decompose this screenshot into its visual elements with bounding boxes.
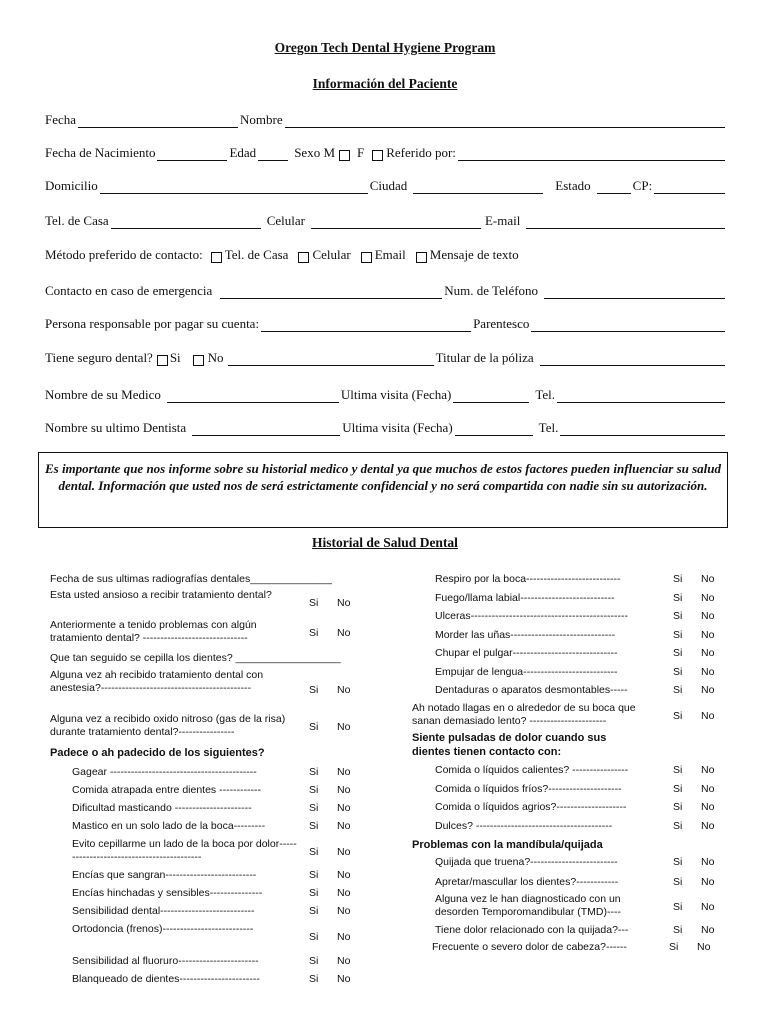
- domicilio-field[interactable]: [100, 181, 368, 194]
- right-a-item-2-si[interactable]: Si: [673, 610, 683, 622]
- label-medico: Nombre de su Medico: [45, 387, 161, 402]
- llagas-no[interactable]: No: [701, 710, 715, 722]
- nacimiento-field[interactable]: [157, 148, 227, 161]
- left-item-8-question: Ortodoncia (frenos)--------------------------: [72, 923, 254, 935]
- label-cp: CP:: [632, 178, 653, 193]
- label-opt-tel: Tel. de Casa: [224, 247, 289, 262]
- right-b-item-0-question: Comida o líquidos calientes? ----------------: [435, 764, 629, 776]
- label-emergencia: Contacto en caso de emergencia: [45, 283, 213, 298]
- right-a-item-3-si[interactable]: Si: [673, 628, 683, 641]
- ciudad-field[interactable]: [413, 181, 543, 194]
- label-ciudad: Ciudad: [369, 178, 408, 193]
- q-cepilla: Que tan seguido se cepilla los dientes? __________________: [50, 652, 341, 664]
- right-a-item-5-no[interactable]: No: [701, 665, 715, 678]
- right-a-item-0-si[interactable]: Si: [673, 573, 683, 585]
- label-seguro-no: No: [207, 350, 224, 365]
- label-estado: Estado: [555, 178, 591, 193]
- referido-field[interactable]: [458, 148, 725, 161]
- right-a-item-1-question: Fuego/llama labial---------------------------: [435, 591, 615, 604]
- history-title: Historial de Salud Dental: [312, 535, 458, 550]
- form-title: Información del Paciente: [312, 76, 458, 91]
- opt-cel-checkbox[interactable]: [298, 252, 309, 263]
- right-c-item-4-no[interactable]: No: [697, 941, 711, 953]
- quijada-heading: Problemas con la mandíbula/quijada: [412, 839, 603, 851]
- medico-field[interactable]: [167, 390, 339, 403]
- row-seguro: [45, 348, 727, 366]
- ansioso-no[interactable]: No: [337, 597, 351, 609]
- problemas-si[interactable]: Si: [309, 627, 319, 639]
- right-a-item-6-no[interactable]: No: [701, 684, 715, 696]
- celular-field[interactable]: [311, 216, 481, 229]
- right-c-item-3-no[interactable]: No: [701, 924, 715, 936]
- right-b-item-0-si[interactable]: Si: [673, 764, 683, 776]
- dentista-visita-field[interactable]: [455, 423, 533, 436]
- right-a-item-2-no[interactable]: No: [701, 610, 715, 622]
- llagas-si[interactable]: Si: [673, 710, 683, 722]
- q-oxido: Alguna vez a recibido oxido nitroso (gas de la risa) durante tratamiento dental?----------------: [50, 713, 286, 738]
- right-b-item-3-question: Dulces? ---------------------------------------: [435, 819, 613, 832]
- right-b-item-2-si[interactable]: Si: [673, 801, 683, 813]
- q-radiografias: Fecha de sus ultimas radiografías dentales______________: [50, 573, 332, 585]
- left-item-1-no[interactable]: No: [337, 784, 351, 796]
- right-a-item-6-question: Dentaduras o aparatos desmontables-----: [435, 684, 628, 696]
- right-c-item-4-si[interactable]: Si: [669, 941, 679, 953]
- q-llagas: Ah notado llagas en o alrededor de su boca que sanan demasiado lento? ----------------------: [412, 702, 636, 727]
- right-b-item-3-si[interactable]: Si: [673, 819, 683, 832]
- titular-field[interactable]: [540, 353, 725, 366]
- left-item-9-no[interactable]: No: [337, 955, 351, 967]
- opt-tel-checkbox[interactable]: [211, 252, 222, 263]
- right-c-item-0-question: Quijada que truena?-------------------------: [435, 856, 618, 868]
- right-a-item-0-no[interactable]: No: [701, 573, 715, 585]
- medico-tel-field[interactable]: [557, 390, 725, 403]
- right-c-item-0-si[interactable]: Si: [673, 856, 683, 868]
- num-telefono-field[interactable]: [544, 286, 725, 299]
- label-metodo: Método preferido de contacto:: [45, 247, 203, 262]
- right-c-item-3-question: Tiene dolor relacionado con la quijada?---: [435, 924, 629, 936]
- pulsadas-heading: Siente pulsadas de dolor cuando sus dientes tienen contacto con:: [412, 732, 607, 758]
- right-a-item-2-question: Ulceras---------------------------------------------: [435, 610, 628, 622]
- label-referido: Referido por:: [386, 145, 456, 160]
- right-c-item-1-si[interactable]: Si: [673, 876, 683, 888]
- left-item-7-si[interactable]: Si: [309, 905, 319, 917]
- row-medico: [45, 385, 727, 403]
- opt-texto-checkbox[interactable]: [416, 252, 427, 263]
- left-item-2-no[interactable]: No: [337, 802, 351, 814]
- right-c-item-0-no[interactable]: No: [701, 856, 715, 868]
- label-fecha: Fecha: [45, 112, 77, 127]
- label-num-telefono: Num. de Teléfono: [444, 283, 539, 298]
- anestesia-si[interactable]: Si: [309, 684, 319, 696]
- label-f: F: [357, 145, 365, 160]
- email-field[interactable]: [526, 216, 725, 229]
- label-celular: Celular: [266, 213, 305, 228]
- seguro-si-checkbox[interactable]: [157, 355, 168, 366]
- left-item-0-question: Gagear ------------------------------------------: [72, 766, 257, 778]
- responsable-field[interactable]: [261, 319, 471, 332]
- row-fecha-nombre: [45, 110, 727, 128]
- seguro-no-checkbox[interactable]: [193, 355, 204, 366]
- right-a-item-5-question: Empujar de lengua---------------------------: [435, 665, 618, 678]
- left-item-6-no[interactable]: No: [337, 887, 351, 899]
- right-c-item-2-no[interactable]: No: [701, 901, 715, 913]
- left-item-1-si[interactable]: Si: [309, 784, 319, 796]
- row-emergencia: [45, 281, 727, 299]
- left-item-5-no[interactable]: No: [337, 869, 351, 881]
- label-seguro-si: Si: [169, 350, 181, 365]
- right-a-item-4-question: Chupar el pulgar------------------------------: [435, 647, 618, 659]
- label-nacimiento: Fecha de Nacimiento: [45, 145, 156, 160]
- dentista-tel-field[interactable]: [560, 423, 725, 436]
- right-b-item-2-no[interactable]: No: [701, 801, 715, 813]
- right-b-item-1-no[interactable]: No: [701, 782, 715, 795]
- left-item-6-question: Encías hinchadas y sensibles---------------: [72, 887, 263, 899]
- row-responsable: [45, 314, 727, 332]
- left-item-10-question: Blanqueado de dientes-----------------------: [72, 973, 260, 985]
- left-item-9-si[interactable]: Si: [309, 955, 319, 967]
- left-item-2-question: Dificultad masticando ----------------------: [72, 802, 252, 814]
- left-item-8-no[interactable]: No: [337, 931, 351, 943]
- estado-field[interactable]: [597, 181, 631, 194]
- label-seguro: Tiene seguro dental?: [45, 350, 153, 365]
- oxido-no[interactable]: No: [337, 721, 351, 733]
- tel-casa-field[interactable]: [111, 216, 261, 229]
- right-b-item-2-question: Comida o líquidos agrios?--------------------: [435, 801, 627, 813]
- label-dentista-tel: Tel.: [538, 420, 559, 435]
- confidentiality-notice: Es importante que nos informe sobre su historial medico y dental ya que muchos de estos factores pueden influenciar su salud dental. Información que usted nos de será estrictamente confidencial y no será compartida con nadie sin su autorización.: [38, 452, 728, 528]
- label-dentista: Nombre su ultimo Dentista: [45, 420, 187, 435]
- label-nombre: Nombre: [240, 112, 283, 127]
- sexo-f-checkbox[interactable]: [372, 150, 383, 161]
- right-c-item-3-si[interactable]: Si: [673, 924, 683, 936]
- right-c-item-1-question: Apretar/mascullar los dientes?------------: [435, 876, 619, 888]
- emergencia-field[interactable]: [220, 286, 442, 299]
- label-medico-visita: Ultima visita (Fecha): [340, 387, 452, 402]
- right-c-item-1-no[interactable]: No: [701, 876, 715, 888]
- q-ansioso: Esta usted ansioso a recibir tratamiento dental?: [50, 589, 272, 601]
- right-a-item-1-si[interactable]: Si: [673, 591, 683, 604]
- right-b-item-3-no[interactable]: No: [701, 819, 715, 832]
- left-item-4-no[interactable]: No: [337, 846, 351, 858]
- edad-field[interactable]: [258, 148, 288, 161]
- right-a-item-0-question: Respiro por la boca---------------------------: [435, 573, 621, 585]
- row-nacimiento: [45, 143, 727, 161]
- right-a-item-3-no[interactable]: No: [701, 628, 715, 641]
- left-item-7-no[interactable]: No: [337, 905, 351, 917]
- right-c-item-2-si[interactable]: Si: [673, 901, 683, 913]
- ansioso-si[interactable]: Si: [309, 597, 319, 609]
- label-opt-texto: Mensaje de texto: [429, 247, 519, 262]
- left-item-0-si[interactable]: Si: [309, 766, 319, 778]
- right-a-item-4-no[interactable]: No: [701, 647, 715, 659]
- row-telefonos: [45, 211, 727, 229]
- left-item-0-no[interactable]: No: [337, 766, 351, 778]
- q-problemas: Anteriormente a tenido problemas con algún tratamiento dental? ------------------------------: [50, 619, 257, 644]
- right-a-item-3-question: Morder las uñas------------------------------: [435, 628, 616, 641]
- left-item-3-si[interactable]: Si: [309, 820, 319, 832]
- right-a-item-4-si[interactable]: Si: [673, 647, 683, 659]
- right-b-item-1-si[interactable]: Si: [673, 782, 683, 795]
- label-tel-casa: Tel. de Casa: [45, 213, 109, 228]
- label-opt-email: Email: [374, 247, 406, 262]
- opt-email-checkbox[interactable]: [361, 252, 372, 263]
- right-c-item-2-question: Alguna vez le han diagnosticado con un desorden Temporomandibular (TMD)----: [435, 893, 621, 918]
- program-title: Oregon Tech Dental Hygiene Program: [274, 40, 496, 55]
- problemas-no[interactable]: No: [337, 627, 351, 639]
- sexo-m-checkbox[interactable]: [339, 150, 350, 161]
- left-item-6-si[interactable]: Si: [309, 887, 319, 899]
- left-item-5-question: Encías que sangran--------------------------: [72, 869, 257, 881]
- right-a-item-1-no[interactable]: No: [701, 591, 715, 604]
- left-item-3-no[interactable]: No: [337, 820, 351, 832]
- left-item-8-si[interactable]: Si: [309, 931, 319, 943]
- medico-visita-field[interactable]: [453, 390, 529, 403]
- q-anestesia: Alguna vez ah recibido tratamiento dental con anestesia?-------------------------------------------: [50, 669, 264, 694]
- left-item-7-question: Sensibilidad dental---------------------------: [72, 905, 255, 917]
- left-item-10-no[interactable]: No: [337, 973, 351, 985]
- label-edad: Edad: [229, 145, 257, 160]
- label-responsable: Persona responsable por pagar su cuenta:: [45, 316, 260, 331]
- label-domicilio: Domicilio: [45, 178, 98, 193]
- left-item-3-question: Mastico en un solo lado de la boca---------: [72, 820, 266, 832]
- row-dentista: [45, 418, 727, 436]
- right-a-item-6-si[interactable]: Si: [673, 684, 683, 696]
- left-item-5-si[interactable]: Si: [309, 869, 319, 881]
- cp-field[interactable]: [654, 181, 725, 194]
- row-metodo: [45, 245, 727, 263]
- label-medico-tel: Tel.: [535, 387, 556, 402]
- anestesia-no[interactable]: No: [337, 684, 351, 696]
- label-email: E-mail: [484, 213, 521, 228]
- label-dentista-visita: Ultima visita (Fecha): [342, 420, 453, 435]
- right-b-item-0-no[interactable]: No: [701, 764, 715, 776]
- label-opt-cel: Celular: [312, 247, 351, 262]
- label-titular: Titular de la póliza: [435, 350, 534, 365]
- seguro-field[interactable]: [228, 353, 434, 366]
- left-item-4-si[interactable]: Si: [309, 846, 319, 858]
- left-item-1-question: Comida atrapada entre dientes ------------: [72, 784, 262, 796]
- right-c-item-4-question: Frecuente o severo dolor de cabeza?------: [432, 941, 627, 953]
- padece-heading: Padece o ah padecido de los siguientes?: [50, 747, 265, 759]
- label-sexo: Sexo M: [294, 145, 335, 160]
- dentista-field[interactable]: [192, 423, 340, 436]
- left-item-9-question: Sensibilidad al fluoruro-----------------------: [72, 955, 259, 967]
- parentesco-field[interactable]: [531, 319, 725, 332]
- right-a-item-5-si[interactable]: Si: [673, 665, 683, 678]
- left-item-10-si[interactable]: Si: [309, 973, 319, 985]
- fecha-field[interactable]: [78, 115, 238, 128]
- oxido-si[interactable]: Si: [309, 721, 319, 733]
- left-item-4-question: Evito cepillarme un lado de la boca por dolor------------------------------------------: [72, 838, 297, 863]
- left-item-2-si[interactable]: Si: [309, 802, 319, 814]
- label-parentesco: Parentesco: [473, 316, 530, 331]
- right-b-item-1-question: Comida o líquidos fríos?---------------------: [435, 782, 622, 795]
- nombre-field[interactable]: [285, 115, 725, 128]
- row-domicilio: [45, 176, 727, 194]
